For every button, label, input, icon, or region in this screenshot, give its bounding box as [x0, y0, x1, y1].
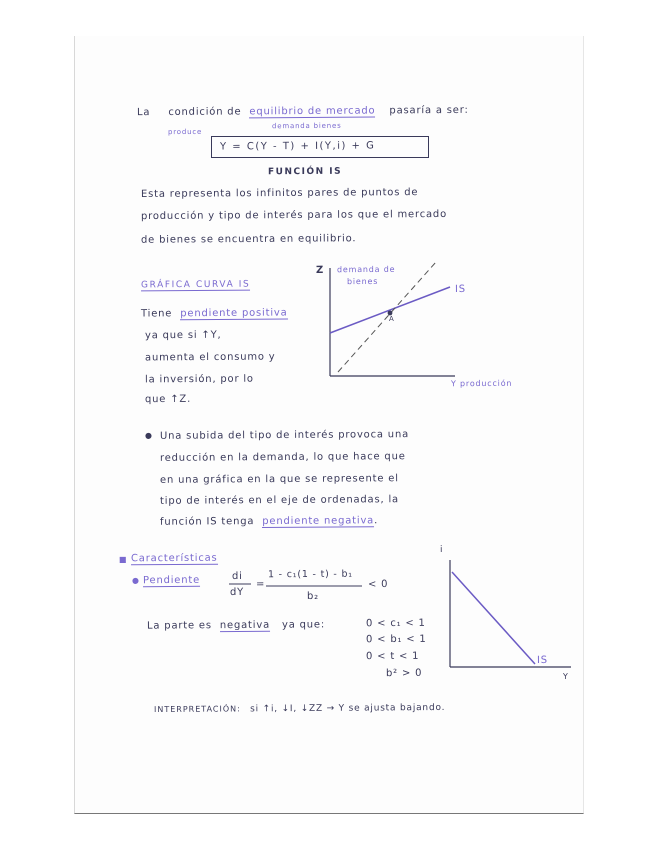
graph1-z-label: Z [315, 264, 325, 277]
paragraph-line-1: Esta representa los infinitos pares de puntos de [140, 187, 419, 200]
graph1-demand-label-1: demanda de [336, 264, 396, 275]
graph1-x-label: Y producción [450, 378, 513, 389]
interpretacion-line [154, 703, 445, 715]
text-equilibrio-mercado: equilibrio de mercado [249, 105, 376, 118]
equals-sign: = [255, 578, 266, 591]
text-period: . [374, 515, 379, 527]
bullet-line-1: Una subida del tipo de interés provoca una [159, 429, 410, 442]
dot-bullet-icon: ● [131, 575, 140, 586]
word-la: La [136, 107, 151, 119]
condition-2: 0 < b₁ < 1 [365, 633, 427, 646]
graph2-is-label: IS [536, 654, 548, 667]
paragraph-line-3: de bienes se encuentra en equilibrio. [140, 233, 357, 246]
condition-4: b² > 0 [385, 667, 423, 680]
bullet-line-4: tipo de interés en el eje de ordenadas, la [159, 494, 399, 507]
condition-1: 0 < c₁ < 1 [365, 617, 426, 630]
text-pendiente-negativa: pendiente negativa [262, 515, 375, 528]
bullet-dot-icon: ● [144, 430, 153, 441]
slope-line-3: aumenta el consumo y [144, 351, 276, 364]
text-ya-que: ya que: [281, 619, 326, 631]
text-funcion-is-tenga: función IS tenga [159, 516, 255, 528]
fraction-lhs-num: di [231, 570, 243, 583]
graph1-demand-label-2: bienes [346, 276, 379, 287]
slope-line-2: ya que si ↑Y, [144, 329, 222, 342]
bullet-line-3: en una gráfica en la que se represente el [159, 473, 399, 486]
text-negativa: negativa [219, 619, 271, 632]
graph1-a-label: A [388, 314, 395, 324]
graph2-y-label: Y [562, 671, 569, 682]
label-interpretacion: INTERPRETACIÓN: [153, 704, 241, 715]
text-interpretacion: si ↑i, ↓I, ↓ZZ → Y se ajusta bajando. [250, 702, 446, 715]
graph2-i-label: i [439, 544, 444, 556]
fraction-lhs-den: dY [229, 586, 245, 599]
bullet-line-2: reducción en la demanda, lo que hace que [159, 451, 406, 464]
word-tiene: Tiene [140, 308, 173, 320]
condition-3: 0 < t < 1 [365, 650, 420, 663]
text-pendiente-positiva: pendiente positiva [180, 307, 288, 320]
graph2-is-line [452, 572, 535, 664]
square-bullet-icon: ■ [118, 554, 128, 565]
slope-line-4: la inversión, por lo [144, 373, 254, 386]
heading-funcion-is: FUNCIÓN IS [267, 166, 343, 178]
less-than-zero: < 0 [367, 578, 389, 591]
label-demanda-bienes: demanda bienes [271, 121, 342, 131]
paragraph-line-2: producción y tipo de interés para los que el mercado [140, 208, 448, 223]
label-pendiente: Pendiente [142, 574, 201, 587]
graph1-is-label: IS [454, 283, 466, 296]
heading-grafica-curva-is: GRÁFICA CURVA IS [140, 279, 251, 291]
heading-caracteristicas: Características [130, 552, 218, 565]
text-pasaria: pasaría a ser: [389, 104, 469, 117]
equation-text: Y = C(Y - T) + I(Y,i) + G [219, 140, 376, 153]
slope-line-5: que ↑Z. [144, 393, 192, 406]
fraction-rhs-num: 1 - c₁(1 - t) - b₁ [267, 568, 353, 581]
text-la-parte-es: La parte es [146, 620, 212, 632]
fraction-rhs-den: b₂ [306, 590, 320, 603]
text-condicion: condición de [168, 106, 242, 118]
label-produce: produce [167, 127, 203, 137]
